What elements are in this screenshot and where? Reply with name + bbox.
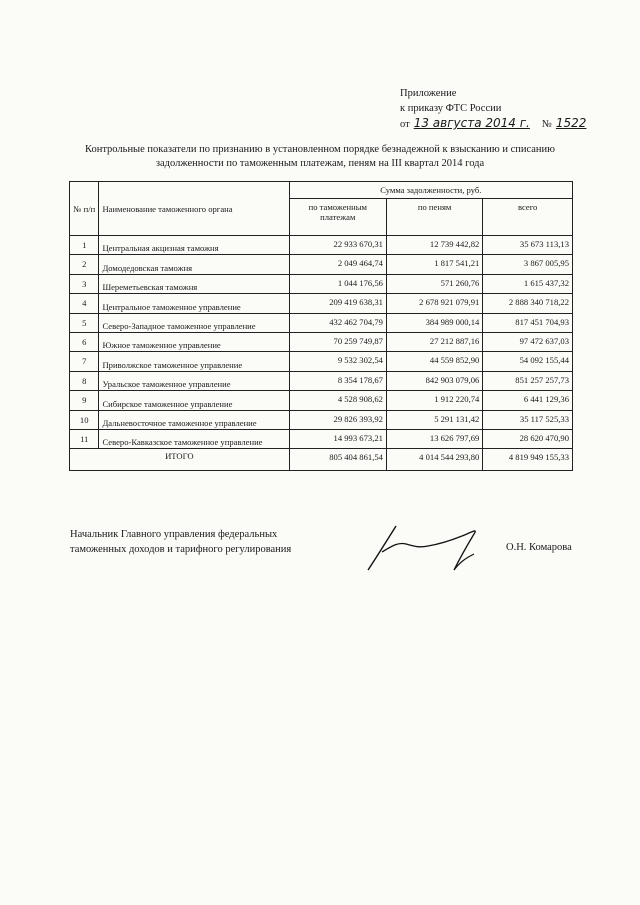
row-name: Центральная акцизная таможня (99, 236, 289, 255)
row-v3: 851 257 257,73 (483, 371, 573, 390)
table-row (70, 236, 573, 255)
row-num: 1 (70, 236, 99, 255)
table-row (70, 371, 573, 390)
row-num: 6 (70, 332, 99, 351)
row-num: 11 (70, 429, 99, 448)
row-v3: 54 092 155,44 (483, 352, 573, 371)
table-row (70, 294, 573, 313)
appendix-prefix: от (400, 119, 410, 130)
row-v1: 22 933 670,31 (289, 236, 386, 255)
document-title (70, 143, 570, 171)
debt-table (69, 181, 573, 471)
signer-name: О.Н. Комарова (506, 542, 572, 553)
appendix-order: к приказу ФТС России (400, 103, 502, 114)
row-v3: 2 888 340 718,22 (483, 294, 573, 313)
row-num: 2 (70, 255, 99, 274)
row-name: Сибирское таможенное управление (99, 391, 289, 410)
row-v1: 2 049 464,74 (289, 255, 386, 274)
table-row (70, 391, 573, 410)
row-v2: 13 626 797,69 (386, 429, 482, 448)
total-v1: 805 404 861,54 (289, 449, 386, 471)
row-v1: 209 419 638,31 (289, 294, 386, 313)
row-name: Северо-Кавказское таможенное управление (99, 429, 289, 448)
row-v3: 28 620 470,90 (483, 429, 573, 448)
row-v1: 70 259 749,87 (289, 332, 386, 351)
row-num: 3 (70, 274, 99, 293)
row-v1: 4 528 908,62 (289, 391, 386, 410)
row-v1: 9 532 302,54 (289, 352, 386, 371)
row-name: Южное таможенное управление (99, 332, 289, 351)
signature-image (362, 518, 492, 578)
row-num: 7 (70, 352, 99, 371)
row-v2: 384 989 000,14 (386, 313, 482, 332)
row-num: 9 (70, 391, 99, 410)
row-v2: 571 260,76 (386, 274, 482, 293)
row-name: Уральское таможенное управление (99, 371, 289, 390)
total-row (70, 449, 573, 471)
header-v2: по пеням (386, 199, 482, 236)
row-v2: 27 212 887,16 (386, 332, 482, 351)
row-v1: 432 462 704,79 (289, 313, 386, 332)
table-row (70, 352, 573, 371)
row-v3: 3 867 005,95 (483, 255, 573, 274)
row-v2: 1 817 541,21 (386, 255, 482, 274)
row-v2: 44 559 852,90 (386, 352, 482, 371)
row-name: Шереметьевская таможня (99, 274, 289, 293)
row-v3: 35 673 113,13 (483, 236, 573, 255)
appendix-title: Приложение (400, 88, 457, 99)
signer-line-2: таможенных доходов и тарифного регулирования (70, 544, 292, 555)
total-v3: 4 819 949 155,33 (483, 449, 573, 471)
table-row (70, 410, 573, 429)
row-v2: 842 903 079,06 (386, 371, 482, 390)
row-v2: 5 291 131,42 (386, 410, 482, 429)
title-line-2: задолженности по таможенным платежам, пеням на III квартал 2014 года (155, 158, 485, 169)
row-v1: 8 354 178,67 (289, 371, 386, 390)
header-v3: всего (483, 199, 573, 236)
row-name: Домодедовская таможня (99, 255, 289, 274)
signer-line-1: Начальник Главного управления федеральных (70, 529, 278, 540)
row-name: Северо-Западное таможенное управление (99, 313, 289, 332)
row-v1: 14 993 673,21 (289, 429, 386, 448)
row-v3: 6 441 129,36 (483, 391, 573, 410)
table-row (70, 429, 573, 448)
row-name: Центральное таможенное управление (99, 294, 289, 313)
row-num: 5 (70, 313, 99, 332)
appendix-block (400, 86, 586, 132)
row-num: 4 (70, 294, 99, 313)
table-row (70, 274, 573, 293)
row-v2: 2 678 921 079,91 (386, 294, 482, 313)
header-name: Наименование таможенного органа (99, 182, 289, 236)
total-label: ИТОГО (70, 449, 290, 471)
table-row (70, 332, 573, 351)
row-v2: 1 912 220,74 (386, 391, 482, 410)
appendix-number-sign: № (541, 119, 552, 130)
appendix-date-line (400, 116, 586, 132)
row-v2: 12 739 442,82 (386, 236, 482, 255)
table-row (70, 255, 573, 274)
header-num: № п/п (70, 182, 99, 236)
row-num: 10 (70, 410, 99, 429)
row-v1: 1 044 176,56 (289, 274, 386, 293)
row-v3: 35 117 525,33 (483, 410, 573, 429)
appendix-date: 13 августа 2014 г. (413, 116, 530, 130)
header-v1: по таможенным платежам (289, 199, 386, 236)
row-v3: 97 472 637,03 (483, 332, 573, 351)
row-num: 8 (70, 371, 99, 390)
row-v3: 1 615 437,32 (483, 274, 573, 293)
row-name: Дальневосточное таможенное управление (99, 410, 289, 429)
row-name: Приволжское таможенное управление (99, 352, 289, 371)
table-row (70, 313, 573, 332)
title-line-1: Контрольные показатели по признанию в установленном порядке безнадежной к взысканию и списанию (84, 144, 556, 155)
header-sum: Сумма задолженности, руб. (289, 182, 572, 199)
signer-position (70, 527, 291, 557)
total-v2: 4 014 544 293,80 (386, 449, 482, 471)
appendix-number: 1522 (555, 116, 587, 130)
row-v3: 817 451 704,93 (483, 313, 573, 332)
row-v1: 29 826 393,92 (289, 410, 386, 429)
